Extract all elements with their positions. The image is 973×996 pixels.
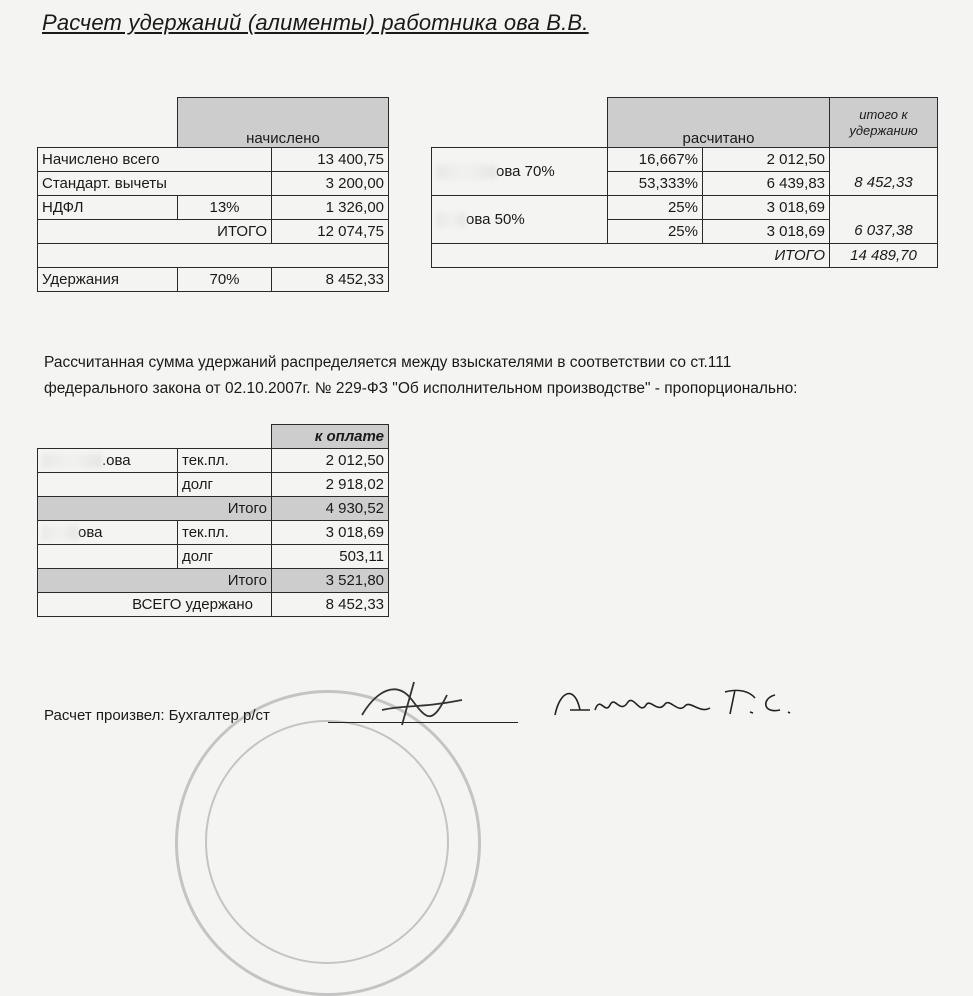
table-cell: 8 452,33 (830, 148, 938, 196)
recipient-cell: ова 70% (432, 148, 608, 196)
table-cell: 53,333% (608, 172, 703, 196)
table-cell: 4 930,52 (272, 497, 389, 521)
table-cell: 8 452,33 (272, 593, 389, 617)
table-cell: 6 439,83 (703, 172, 830, 196)
table-cell: ВСЕГО удержано (38, 593, 272, 617)
table-cell: 1 326,00 (272, 196, 389, 220)
redacted-mark (436, 213, 466, 227)
table-cell: НДФЛ (38, 196, 178, 220)
table-cell: 3 521,80 (272, 569, 389, 593)
paragraph-line: федерального закона от 02.10.2007г. № 229-ФЗ "Об исполнительном производстве" - пропорционально: (44, 380, 798, 397)
distribution-table (431, 97, 938, 268)
document-title: Расчет удержаний (алименты) работника ова В.В. (42, 10, 589, 35)
table-cell: Итого (38, 569, 272, 593)
table-cell: 25% (608, 196, 703, 220)
table-cell: Итого (38, 497, 272, 521)
payment-table (37, 424, 389, 617)
recipient-cell: ова (38, 521, 178, 545)
calculated-header: расчитано (608, 98, 830, 148)
table-cell: 13% (178, 196, 272, 220)
paragraph-line: Рассчитанная сумма удержаний распределяется между взыскателями в соответствии со ст.111 (44, 354, 732, 371)
table-cell: 6 037,38 (830, 196, 938, 244)
table-cell: долг (178, 545, 272, 569)
accrual-table (37, 97, 389, 292)
prepared-by-label: Расчет произвел: Бухгалтер р/ст (44, 707, 270, 724)
table-cell: 3 018,69 (272, 521, 389, 545)
accrual-header: начислено (178, 98, 389, 148)
table-cell: 3 018,69 (703, 196, 830, 220)
table-cell: 2 918,02 (272, 473, 389, 497)
table-cell: 3 200,00 (272, 172, 389, 196)
table-cell: ИТОГО (432, 244, 830, 268)
table-cell: Начислено всего (38, 148, 272, 172)
total-withhold-header: итого к удержанию (830, 98, 938, 148)
table-cell: 13 400,75 (272, 148, 389, 172)
table-cell: 2 012,50 (703, 148, 830, 172)
table-cell: долг (178, 473, 272, 497)
table-cell: тек.пл. (178, 521, 272, 545)
redacted-mark (42, 526, 78, 540)
table-cell: 2 012,50 (272, 449, 389, 473)
table-cell: 8 452,33 (272, 268, 389, 292)
handwritten-name (550, 680, 810, 725)
table-cell (38, 244, 389, 268)
table-cell: 70% (178, 268, 272, 292)
handwritten-signature (352, 670, 472, 730)
recipient-cell: ова 50% (432, 196, 608, 244)
table-cell: 16,667% (608, 148, 703, 172)
table-cell: Удержания (38, 268, 178, 292)
to-pay-header: к оплате (272, 425, 389, 449)
table-cell: 12 074,75 (272, 220, 389, 244)
table-cell: Стандарт. вычеты (38, 172, 272, 196)
table-cell: ИТОГО (38, 220, 272, 244)
table-cell: 3 018,69 (703, 220, 830, 244)
table-cell: 14 489,70 (830, 244, 938, 268)
legal-paragraph (44, 350, 964, 402)
table-cell: 503,11 (272, 545, 389, 569)
stamp-inner-ring (205, 720, 449, 964)
redacted-mark (42, 454, 102, 468)
redacted-mark (436, 165, 496, 179)
recipient-cell: .ова (38, 449, 178, 473)
table-cell: тек.пл. (178, 449, 272, 473)
table-cell: 25% (608, 220, 703, 244)
